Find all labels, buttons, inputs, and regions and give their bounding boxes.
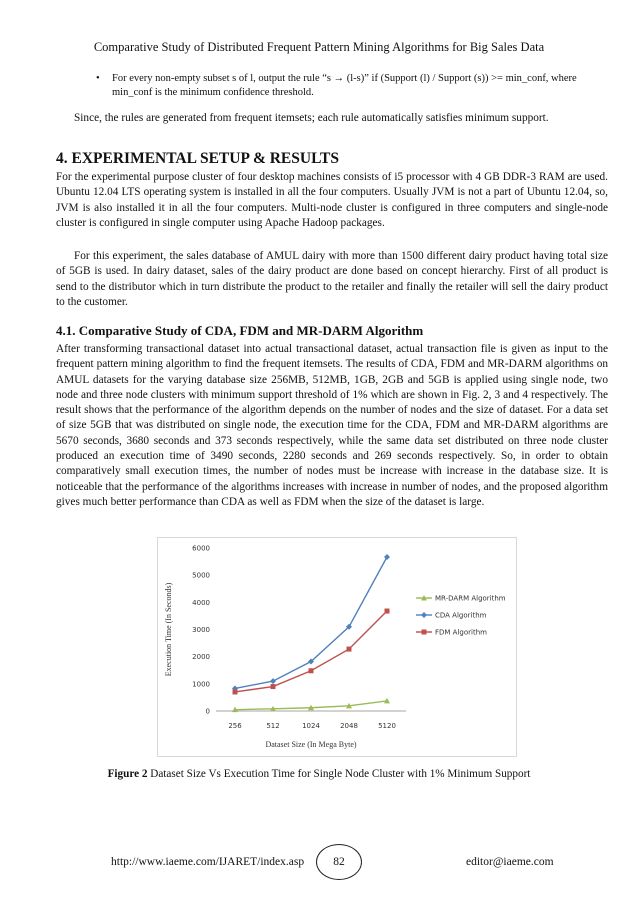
legend-marker [421, 612, 427, 618]
section-4-paragraph-1: For the experimental purpose cluster of four desktop machines consists of i5 processor with 4 GB DDR-3 RAM are used. Ubuntu 12.04 LTS operating system is installed in all the four computers. Usually JVM is not a part of Ubuntu 12.04, so, JVM is also installed it in all the four computers. Multi-node cluster is configured in three computers and single-node cluster is configured in single computer using Apache Hadoop packages. [56, 171, 608, 229]
footer-email[interactable]: editor@iaeme.com [466, 856, 554, 868]
legend-label: FDM Algorithm [435, 628, 487, 637]
section-4-heading: 4. EXPERIMENTAL SETUP & RESULTS [56, 150, 339, 167]
figure-label: Figure 2 [107, 768, 148, 780]
section-4-1-paragraph: After transforming transactional dataset into actual transactional dataset, actual transaction file is given as input to the frequent pattern mining algorithm to find the frequent itemsets. The results of CDA, FDM and MR-DARM algorithms on AMUL datasets for the varying database size 256MB, 512MB, 1GB, 2GB and 5GB is applied using single node, two node and three node clusters with minimum support threshold of 1% which are shown in Fig. 2, 3 and 4 respectively. The result shows that the performance of the algorithm depends on the number of nodes and the size of dataset. For a data set of size 5GB that was distributed on single node, the execution time for the CDA, FDM and MR-DARM algorithms are 5670 seconds, 3680 seconds and 373 seconds respectively, while the same data set distributed on three node cluster produced an execution time of 3490 seconds, 2280 seconds and 269 seconds respectively. So, in order to obtain comparatively small execution times, the number of nodes must be increase with increase in the database size. It is noticeable that the performance of the algorithms increases with increase in number of nodes, and the proposed algorithm gives much better performance than CDA as well as FDM when the size of the dataset is large. [56, 343, 608, 508]
footer-url[interactable]: http://www.iaeme.com/IJARET/index.asp [111, 856, 305, 868]
data-point [309, 668, 314, 673]
legend-label: CDA Algorithm [435, 611, 487, 620]
y-tick-label: 0 [205, 707, 210, 716]
legend-label: MR-DARM Algorithm [435, 594, 506, 603]
data-point [233, 689, 238, 694]
y-axis-title: Execution Time (In Seconds) [164, 582, 173, 677]
x-tick-label: 512 [266, 722, 280, 730]
y-tick-label: 4000 [192, 598, 210, 607]
bullet-symbol: • [96, 73, 100, 84]
data-point [384, 554, 390, 560]
y-tick-label: 5000 [192, 571, 210, 580]
y-tick-label: 2000 [192, 653, 210, 662]
x-tick-label: 256 [228, 722, 242, 730]
section-4-paragraph-2: For this experiment, the sales database of AMUL dairy with more than 1500 different dairy product having total size of 5GB is used. In dairy dataset, sales of the dairy product are done based on concept hierarchy. First of all product is send to the distributor which in turn distribute the product to the retailer and finally the retailer will sell the dairy product to the customer. [56, 250, 608, 308]
data-point [271, 684, 276, 689]
page-number: 82 [316, 844, 362, 880]
figure-2-chart [157, 537, 517, 757]
bullet-text: For every non-empty subset s of l, output the rule “s → (l-s)” if (Support (l) / Support (s)) >= min_conf, where min_conf is the minimum confidence threshold. [112, 73, 577, 98]
x-tick-label: 1024 [302, 722, 320, 730]
data-point [385, 609, 390, 614]
data-point [270, 678, 276, 684]
y-tick-label: 6000 [192, 544, 210, 553]
x-tick-label: 2048 [340, 722, 358, 730]
paragraph-since: Since, the rules are generated from frequent itemsets; each rule automatically satisfies minimum support. [74, 112, 549, 124]
y-tick-label: 1000 [192, 680, 210, 689]
bullet-item [96, 72, 606, 100]
legend-marker [422, 630, 427, 635]
y-tick-label: 3000 [192, 626, 210, 634]
data-point [347, 647, 352, 652]
x-tick-label: 5120 [378, 722, 396, 730]
section-4-1-heading: 4.1. Comparative Study of CDA, FDM and MR-DARM Algorithm [56, 323, 424, 338]
x-axis-title: Dataset Size (In Mega Byte) [265, 740, 357, 749]
figure-caption-text: Dataset Size Vs Execution Time for Single Node Cluster with 1% Minimum Support [147, 768, 531, 780]
figure-caption [0, 768, 638, 780]
running-header: Comparative Study of Distributed Frequent Pattern Mining Algorithms for Big Sales Data [93, 40, 545, 54]
series-line [235, 611, 387, 692]
